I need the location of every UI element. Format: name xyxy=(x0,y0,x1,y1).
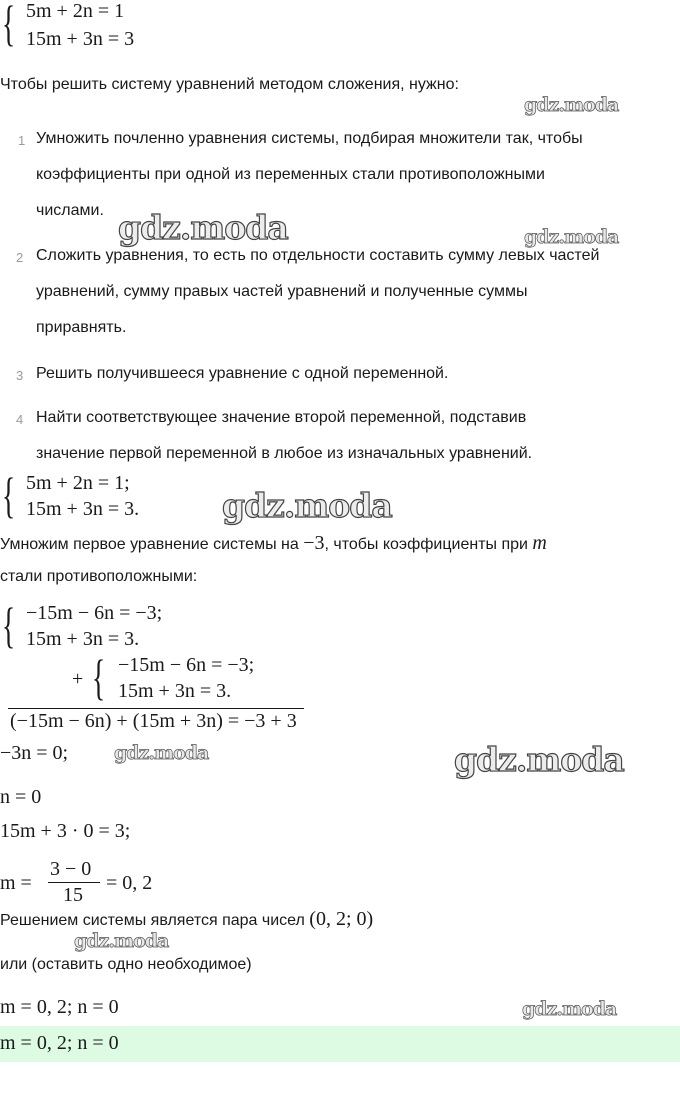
intro-text: Чтобы решить систему уравнений методом сложения, нужно: xyxy=(0,76,459,93)
step-line: Найти соответствующее значение второй переменной, подставив xyxy=(36,409,527,426)
watermark: gdz.moda xyxy=(454,740,624,779)
multiply-text xyxy=(0,532,547,555)
step-line: Решить получившееся уравнение с одной переменной. xyxy=(36,365,449,382)
fraction-rhs: = 0, 2 xyxy=(106,872,153,894)
step-line: Сложить уравнения, то есть по отдельности составить сумму левых частей xyxy=(36,247,600,264)
addition-line xyxy=(8,708,304,709)
solution-text xyxy=(0,908,373,931)
watermark: gdz.moda xyxy=(118,208,288,247)
step-line: Умножить почленно уравнения системы, подбирая множители так, чтобы xyxy=(36,130,583,147)
step-number: 3 xyxy=(16,368,24,383)
step-text xyxy=(36,356,676,392)
system3-eq2: 15m + 3n = 3. xyxy=(26,628,140,650)
answer-highlight-box xyxy=(0,1026,680,1062)
fraction-equation xyxy=(0,858,200,906)
watermark: gdz.moda xyxy=(74,930,169,952)
step-line: приравнять. xyxy=(36,319,127,336)
step-line: значение первой переменной в любое из изначальных уравнений. xyxy=(36,445,533,462)
step-line: уравнений, сумму правых частей уравнений и полученные суммы xyxy=(36,283,528,300)
system-brace: { xyxy=(2,597,16,653)
step-text xyxy=(36,400,676,472)
addition-eq2: 15m + 3n = 3. xyxy=(118,680,232,702)
system-brace: { xyxy=(2,0,16,51)
step-number: 2 xyxy=(16,250,24,265)
solution-text-part: Решением системы является пара чисел xyxy=(0,912,310,929)
multiply-text-part: , чтобы коэффициенты при xyxy=(324,536,533,553)
fraction-bar xyxy=(48,882,100,883)
system-brace: { xyxy=(92,649,106,705)
step-number: 1 xyxy=(18,133,26,148)
answer-plain: m = 0, 2; n = 0 xyxy=(0,996,119,1018)
step-line: числами. xyxy=(36,202,104,219)
system2-eq1: 5m + 2n = 1; xyxy=(26,472,130,494)
result-equation-2: n = 0 xyxy=(0,786,42,808)
substitution-equation: 15m + 3 · 0 = 3; xyxy=(0,820,131,842)
system-brace: { xyxy=(2,467,16,523)
system1-eq2: 15m + 3n = 3 xyxy=(26,28,135,50)
multiply-text-part: Умножим первое уравнение системы на xyxy=(0,536,304,553)
solution-pair: (0, 2; 0) xyxy=(309,908,374,930)
fraction-numerator: 3 − 0 xyxy=(50,858,92,880)
addition-eq1: −15m − 6n = −3; xyxy=(118,654,255,676)
addition-sum: (−15m − 6n) + (15m + 3n) = −3 + 3 xyxy=(10,710,297,732)
answer-highlight: m = 0, 2; n = 0 xyxy=(0,1032,119,1054)
watermark: gdz.moda xyxy=(524,226,619,248)
system1-eq1: 5m + 2n = 1 xyxy=(26,0,125,22)
step-number: 4 xyxy=(16,412,24,427)
watermark: gdz.moda xyxy=(522,998,617,1020)
fraction-denominator: 15 xyxy=(63,884,83,906)
system2-eq2: 15m + 3n = 3. xyxy=(26,498,140,520)
multiply-text-line2: стали противоположными: xyxy=(0,568,198,585)
step-line: коэффициенты при одной из переменных стали противоположными xyxy=(36,166,545,183)
plus-sign: + xyxy=(72,668,84,690)
result-equation-1: −3n = 0; xyxy=(0,742,69,764)
watermark: gdz.moda xyxy=(114,742,209,764)
multiplier-value: −3 xyxy=(303,532,325,554)
step-text xyxy=(36,238,676,346)
watermark: gdz.moda xyxy=(524,94,619,116)
variable-m: m xyxy=(532,532,547,554)
steps-list xyxy=(0,120,680,470)
or-text: или (оставить одно необходимое) xyxy=(0,956,252,973)
system3-eq1: −15m − 6n = −3; xyxy=(26,602,163,624)
watermark: gdz.moda xyxy=(222,486,392,525)
fraction-lhs: m = xyxy=(0,872,32,894)
